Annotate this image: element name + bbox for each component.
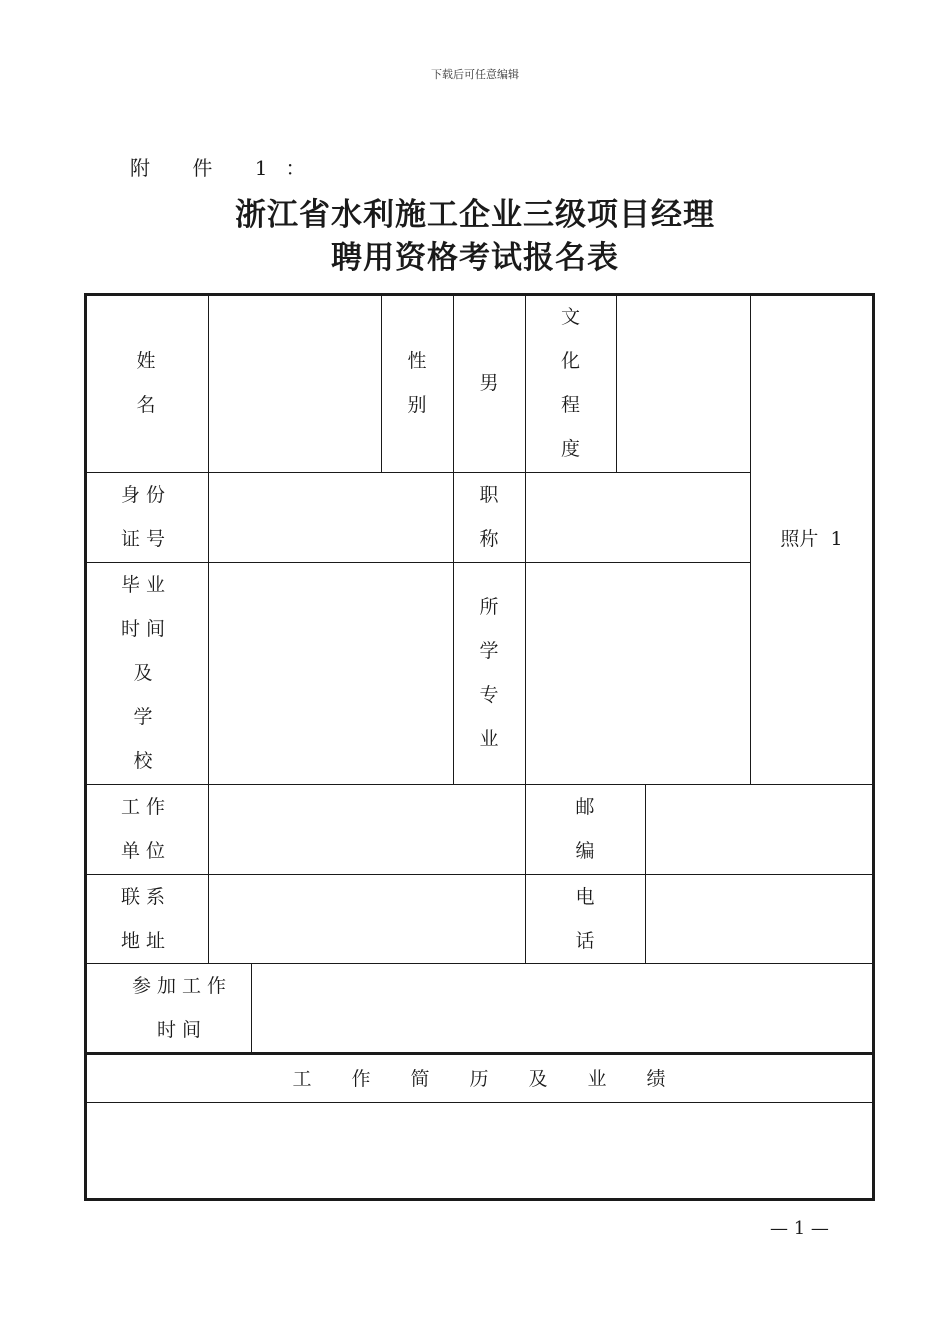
work-start-field[interactable]: [252, 964, 872, 1052]
resume-field[interactable]: [87, 1103, 872, 1198]
gender-label: 性 别: [407, 349, 427, 416]
phone-label: 电 话: [575, 885, 595, 952]
postcode-label: 邮 编: [575, 796, 595, 862]
page-title-line1: 浙江省水利施工企业三级项目经理: [235, 197, 715, 233]
name-label: 姓 名: [136, 349, 156, 416]
gender-value[interactable]: 男: [479, 371, 499, 394]
education-label: 文 化 程 度: [560, 305, 580, 460]
job-title-field[interactable]: [526, 473, 750, 562]
work-unit-label: 工作 单位: [120, 796, 171, 862]
id-number-label: 身份 证号: [120, 484, 171, 550]
page-number: — 1 —: [770, 1218, 829, 1239]
page-title-line2: 聘用资格考试报名表: [331, 240, 619, 276]
registration-form: [84, 293, 875, 1201]
education-field[interactable]: [617, 294, 750, 472]
header-note: 下载后可任意编辑: [431, 68, 519, 81]
graduation-label: 毕业 时间 及 学 校: [120, 574, 171, 772]
name-field[interactable]: [209, 294, 381, 472]
resume-header: 工作简历及业绩: [292, 1067, 706, 1090]
photo-area[interactable]: 照片 1: [780, 528, 843, 550]
address-field[interactable]: [209, 875, 525, 963]
postcode-field[interactable]: [646, 785, 872, 874]
job-title-label: 职 称: [479, 484, 499, 550]
major-label: 所 学 专 业: [479, 596, 499, 750]
major-field[interactable]: [526, 563, 750, 784]
graduation-field[interactable]: [209, 563, 453, 784]
address-label: 联系 地址: [120, 885, 171, 952]
attachment-label: 附 件 1：: [130, 156, 324, 180]
phone-field[interactable]: [646, 875, 872, 963]
form-border-bottom: [84, 1198, 875, 1201]
work-start-label: 参加工作 时间: [131, 974, 232, 1041]
work-unit-field[interactable]: [209, 785, 525, 874]
